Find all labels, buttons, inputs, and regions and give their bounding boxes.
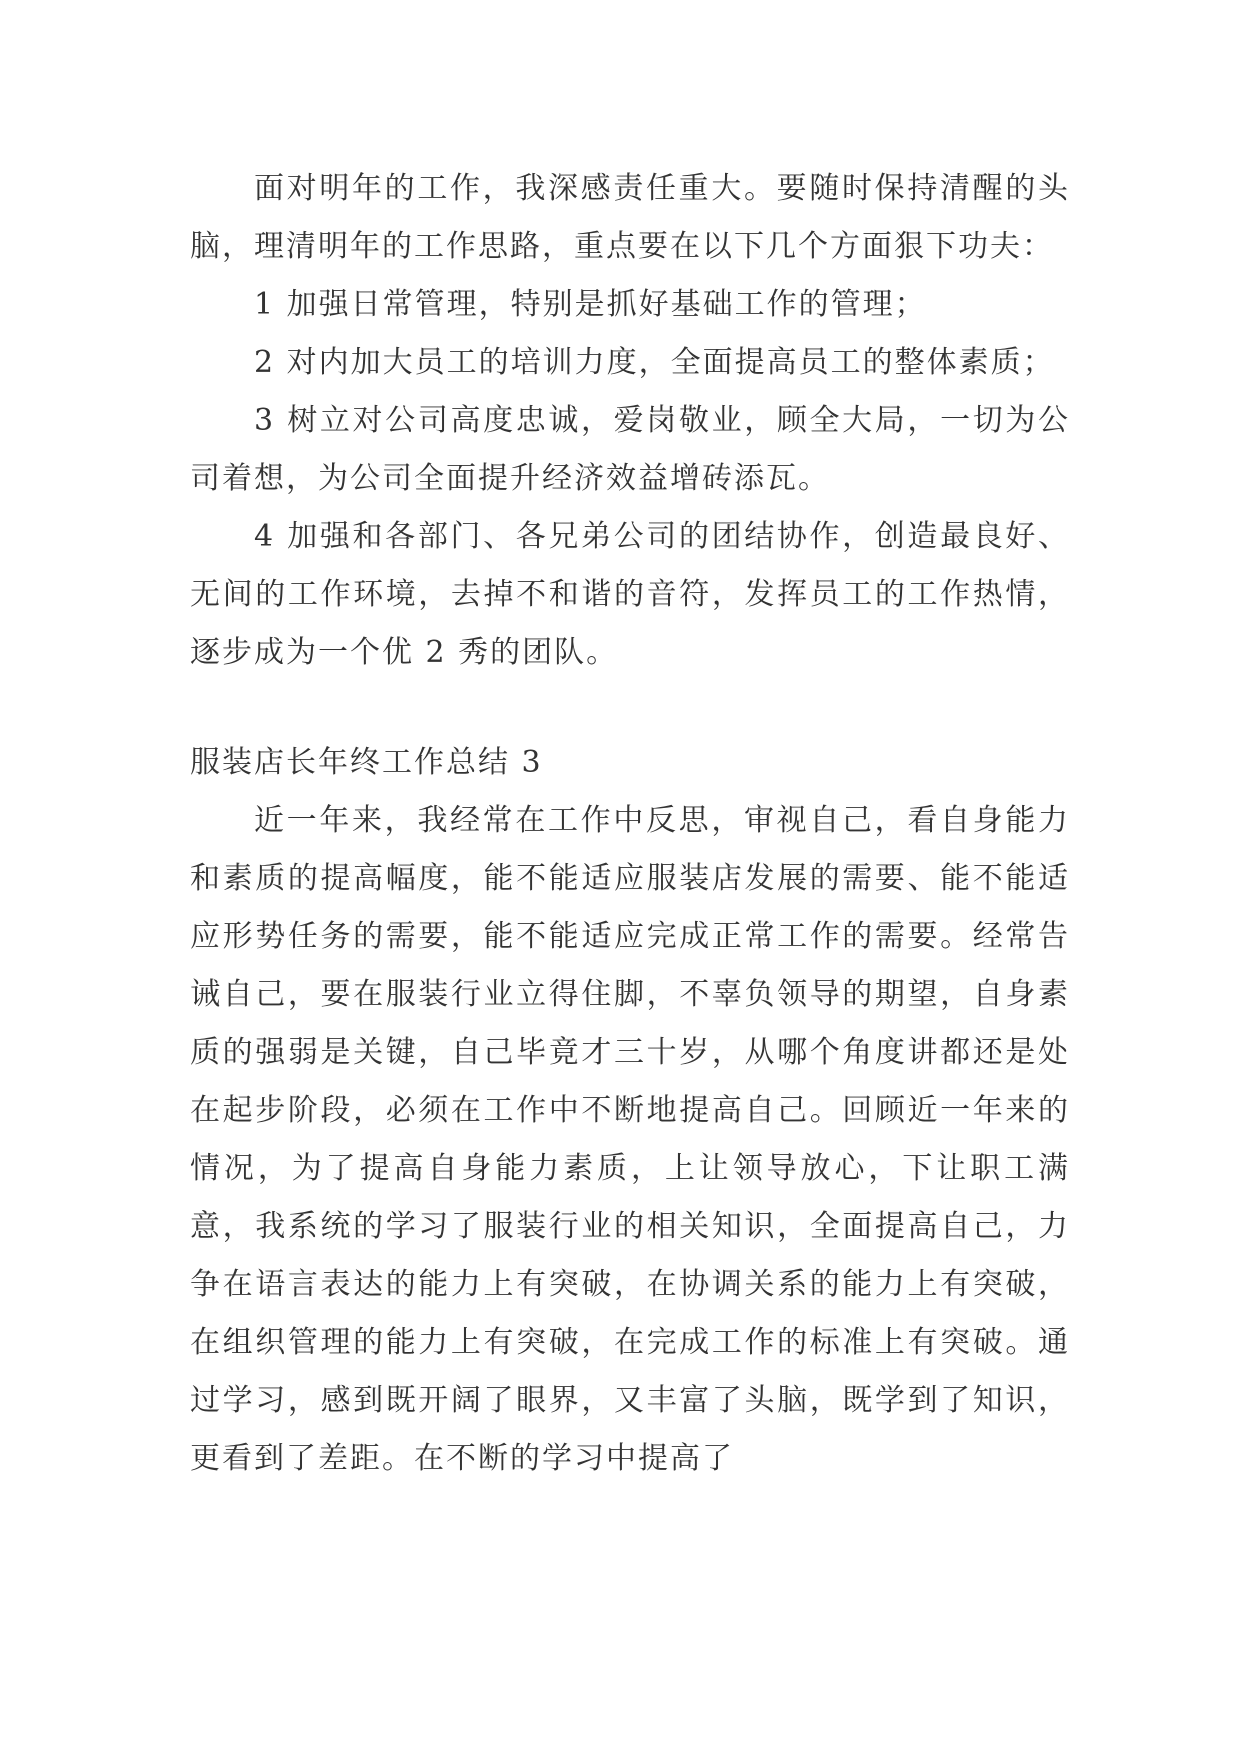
section-title: 服装店长年终工作总结 3 (190, 745, 543, 780)
list-item-1: 1 加强日常管理，特别是抓好基础工作的管理； (254, 287, 927, 322)
paragraph-work-plan-intro: 面对明年的工作，我深感责任重大。要随时保持清醒的头脑，理清明年的工作思路，重点要在以下几个方面狠下功夫： (190, 171, 1070, 264)
list-item-4: 4 加强和各部门、各兄弟公司的团结协作，创造最良好、无间的工作环境，去掉不和谐的音符，发挥员工的工作热情，逐步成为一个优 2 秀的团队。 (190, 519, 1070, 670)
list-item-2: 2 对内加大员工的培训力度，全面提高员工的整体素质； (254, 345, 1055, 380)
document-body (190, 160, 1070, 1488)
paragraph-section-body: 近一年来，我经常在工作中反思，审视自己，看自身能力和素质的提高幅度，能不能适应服装店发展的需要、能不能适应形势任务的需要，能不能适应完成正常工作的需要。经常告诫自己，要在服装行业立得住脚，不辜负领导的期望，自身素质的强弱是关键，自己毕竟才三十岁，从哪个角度讲都还是处在起步阶段，必须在工作中不断地提高自己。回顾近一年来的情况，为了提高自身能力素质，上让领导放心，下让职工满意，我系统的学习了服装行业的相关知识，全面提高自己，力争在语言表达的能力上有突破，在协调关系的能力上有突破，在组织管理的能力上有突破，在完成工作的标准上有突破。通过学习，感到既开阔了眼界，又丰富了头脑，既学到了知识，更看到了差距。在不断的学习中提高了 (190, 803, 1070, 1476)
list-item-3: 3 树立对公司高度忠诚，爱岗敬业，顾全大局，一切为公司着想，为公司全面提升经济效益增砖添瓦。 (190, 403, 1070, 496)
